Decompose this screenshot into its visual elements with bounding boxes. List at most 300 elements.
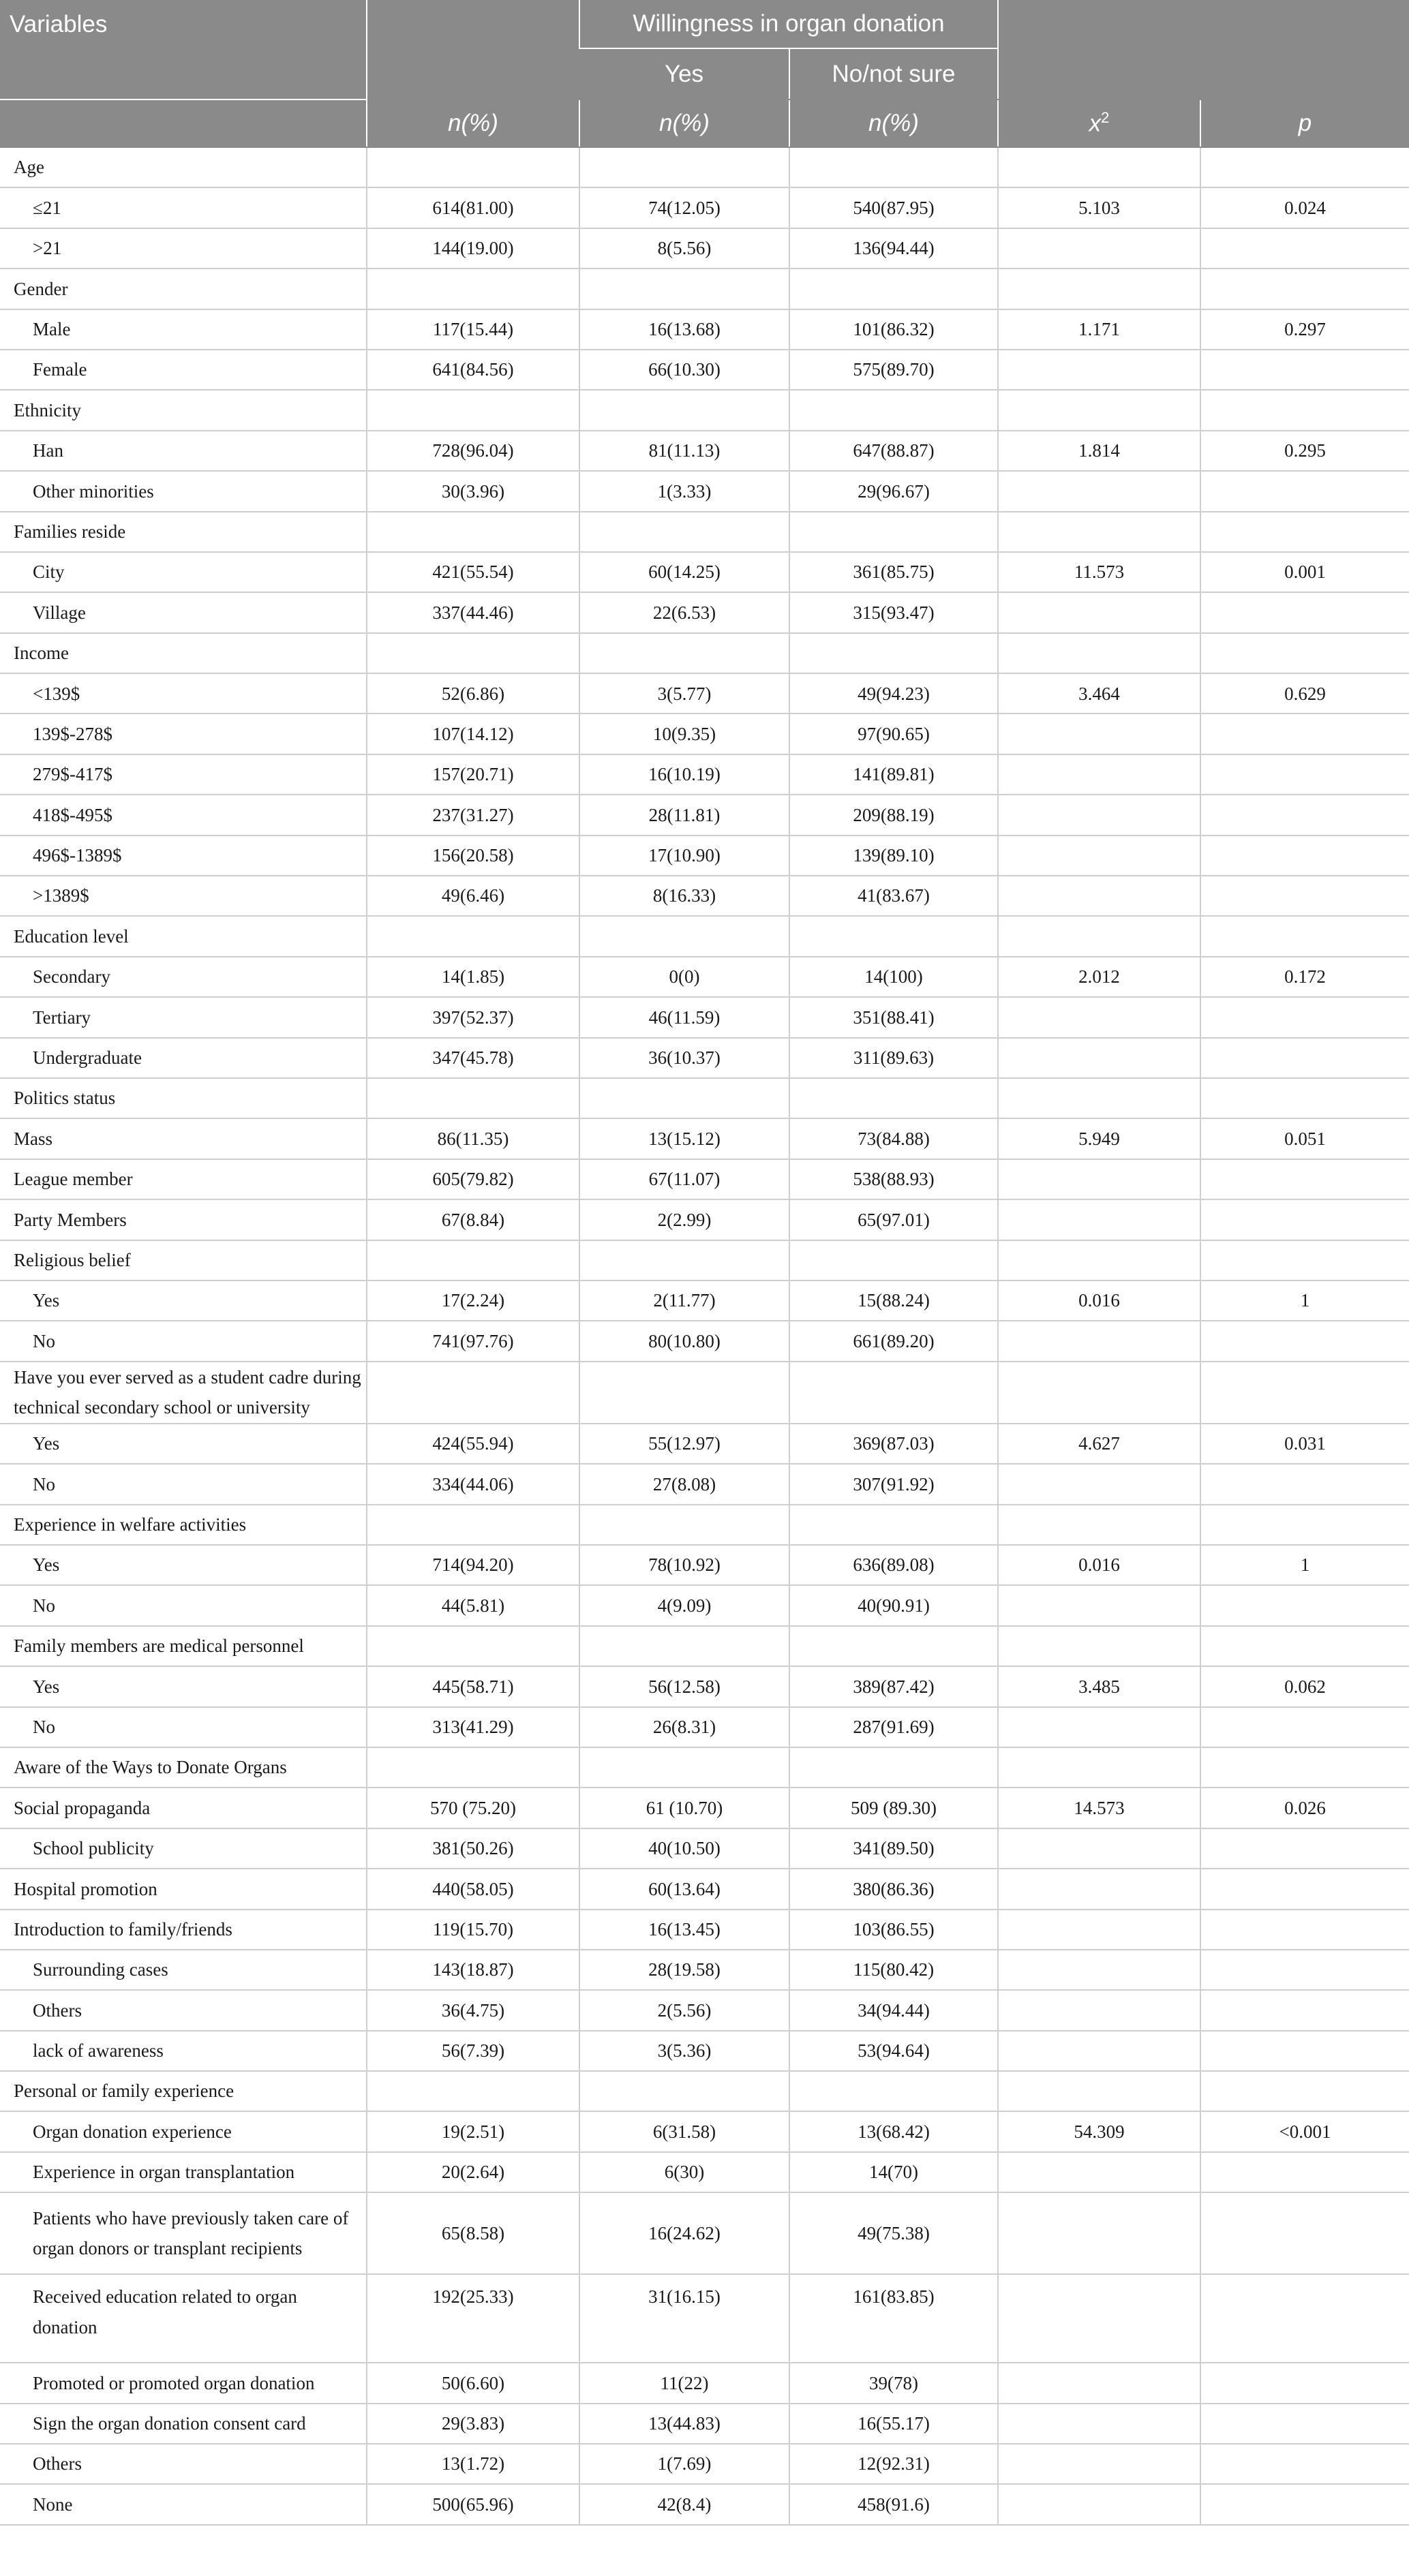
- yes-n-cell: 8(5.56): [579, 228, 789, 269]
- n-pct-header-yes: n(%): [579, 99, 789, 147]
- row-label: School publicity: [0, 1828, 367, 1869]
- p-value-cell: 1: [1200, 1281, 1409, 1321]
- total-n-cell: 156(20.58): [367, 835, 579, 876]
- group-row: [0, 1362, 1409, 1424]
- table-row: [0, 1828, 1409, 1869]
- table-row: [0, 309, 1409, 350]
- yes-n-cell: 6(31.58): [579, 2111, 789, 2151]
- row-label: Other minorities: [0, 471, 367, 511]
- no-n-cell: 380(86.36): [789, 1869, 998, 1909]
- row-label: Secondary: [0, 957, 367, 997]
- chi-square-cell: [998, 390, 1200, 430]
- chi-square-cell: 5.949: [998, 1118, 1200, 1159]
- row-label: No: [0, 1321, 367, 1361]
- yes-n-cell: 74(12.05): [579, 187, 789, 228]
- yes-n-cell: 3(5.77): [579, 673, 789, 714]
- p-value-cell: [1200, 1362, 1409, 1424]
- variables-subheader-blank: [0, 99, 367, 147]
- no-n-cell: [789, 2071, 998, 2111]
- p-value-cell: [1200, 512, 1409, 552]
- no-n-cell: 389(87.42): [789, 1666, 998, 1706]
- yes-n-cell: [579, 269, 789, 309]
- p-value-cell: [1200, 1199, 1409, 1240]
- chi-square-cell: [998, 876, 1200, 916]
- no-n-cell: 73(84.88): [789, 1118, 998, 1159]
- p-value-cell: 0.026: [1200, 1788, 1409, 1828]
- row-label: No: [0, 1707, 367, 1747]
- row-label: No: [0, 1585, 367, 1625]
- total-n-cell: 192(25.33): [367, 2274, 579, 2363]
- yes-n-cell: 2(2.99): [579, 1199, 789, 1240]
- chi-square-cell: [998, 269, 1200, 309]
- table-row: [0, 228, 1409, 269]
- total-n-cell: [367, 1505, 579, 1545]
- total-n-cell: 381(50.26): [367, 1828, 579, 1869]
- no-n-cell: 115(80.42): [789, 1950, 998, 1990]
- no-n-cell: 458(91.6): [789, 2484, 998, 2524]
- chi-square-cell: [998, 916, 1200, 956]
- chi-square-cell: 1.171: [998, 309, 1200, 350]
- chi-square-cell: [998, 2274, 1200, 2363]
- p-value-cell: [1200, 1078, 1409, 1118]
- row-label: <139$: [0, 673, 367, 714]
- yes-n-cell: 6(30): [579, 2152, 789, 2192]
- no-n-cell: 351(88.41): [789, 997, 998, 1037]
- chi-square-cell: 0.016: [998, 1281, 1200, 1321]
- p-value-cell: [1200, 795, 1409, 835]
- chi-square-cell: [998, 147, 1200, 187]
- yes-n-cell: 13(44.83): [579, 2404, 789, 2444]
- row-label: Experience in welfare activities: [0, 1505, 367, 1545]
- chi-square-cell: [998, 1159, 1200, 1199]
- table-row: [0, 1199, 1409, 1240]
- group-row: [0, 1240, 1409, 1281]
- yes-n-cell: 56(12.58): [579, 1666, 789, 1706]
- total-n-cell: 17(2.24): [367, 1281, 579, 1321]
- table-row: [0, 2192, 1409, 2274]
- table-row: [0, 2152, 1409, 2192]
- table-row: [0, 795, 1409, 835]
- group-row: [0, 1747, 1409, 1788]
- chi-square-cell: [998, 1828, 1200, 1869]
- table-row: [0, 1464, 1409, 1504]
- row-label: Income: [0, 633, 367, 673]
- n-pct-header-total: n(%): [367, 99, 579, 147]
- chi-square-cell: 4.627: [998, 1424, 1200, 1464]
- yes-n-cell: 8(16.33): [579, 876, 789, 916]
- no-n-cell: 14(70): [789, 2152, 998, 2192]
- total-n-cell: 119(15.70): [367, 1910, 579, 1950]
- no-n-cell: 315(93.47): [789, 592, 998, 632]
- p-value-cell: [1200, 350, 1409, 390]
- row-label: None: [0, 2484, 367, 2524]
- table-row: [0, 1545, 1409, 1585]
- chi-square-cell: [998, 512, 1200, 552]
- yes-n-cell: [579, 147, 789, 187]
- row-label: Yes: [0, 1281, 367, 1321]
- chi-square-cell: [998, 471, 1200, 511]
- table-row: [0, 187, 1409, 228]
- no-n-cell: 13(68.42): [789, 2111, 998, 2151]
- no-n-cell: 161(83.85): [789, 2274, 998, 2363]
- row-label: Undergraduate: [0, 1038, 367, 1078]
- chi-square-cell: [998, 754, 1200, 795]
- no-n-cell: 97(90.65): [789, 714, 998, 754]
- table-row: [0, 2484, 1409, 2524]
- willingness-header: Willingness in organ donation: [579, 0, 998, 48]
- table-body: [0, 147, 1409, 2525]
- yes-n-cell: [579, 1747, 789, 1788]
- row-label: Experience in organ transplantation: [0, 2152, 367, 2192]
- no-n-cell: 307(91.92): [789, 1464, 998, 1504]
- p-value-cell: [1200, 1950, 1409, 1990]
- no-n-cell: 209(88.19): [789, 795, 998, 835]
- no-n-cell: 49(75.38): [789, 2192, 998, 2274]
- yes-n-cell: 42(8.4): [579, 2484, 789, 2524]
- total-n-cell: 143(18.87): [367, 1950, 579, 1990]
- table-row: [0, 1869, 1409, 1909]
- no-n-cell: 41(83.67): [789, 876, 998, 916]
- p-value-cell: 0.001: [1200, 552, 1409, 592]
- group-row: [0, 2071, 1409, 2111]
- total-n-cell: [367, 1078, 579, 1118]
- chi-square-cell: 3.464: [998, 673, 1200, 714]
- p-value-cell: 0.031: [1200, 1424, 1409, 1464]
- chi-square-cell: 54.309: [998, 2111, 1200, 2151]
- chi-square-cell: [998, 997, 1200, 1037]
- total-n-cell: 52(6.86): [367, 673, 579, 714]
- yes-n-cell: 60(14.25): [579, 552, 789, 592]
- total-n-cell: 117(15.44): [367, 309, 579, 350]
- p-value-cell: [1200, 916, 1409, 956]
- row-label: 139$-278$: [0, 714, 367, 754]
- no-n-cell: 34(94.44): [789, 1990, 998, 2030]
- no-n-cell: [789, 147, 998, 187]
- chi-square-cell: [998, 1078, 1200, 1118]
- total-n-cell: [367, 633, 579, 673]
- table-row: [0, 1118, 1409, 1159]
- no-not-sure-header: No/not sure: [789, 48, 998, 99]
- row-label: Introduction to family/friends: [0, 1910, 367, 1950]
- p-value-cell: 0.297: [1200, 309, 1409, 350]
- no-n-cell: [789, 390, 998, 430]
- p-value-cell: [1200, 2031, 1409, 2071]
- total-n-cell: 728(96.04): [367, 431, 579, 471]
- no-n-cell: [789, 1078, 998, 1118]
- row-label: League member: [0, 1159, 367, 1199]
- row-label: lack of awareness: [0, 2031, 367, 2071]
- no-n-cell: 15(88.24): [789, 1281, 998, 1321]
- no-n-cell: [789, 1240, 998, 1281]
- p-value-cell: [1200, 1869, 1409, 1909]
- p-value-cell: [1200, 592, 1409, 632]
- table-row: [0, 997, 1409, 1037]
- p-value-cell: [1200, 1240, 1409, 1281]
- row-label: Family members are medical personnel: [0, 1626, 367, 1666]
- chi-square-cell: [998, 1585, 1200, 1625]
- table-row: [0, 552, 1409, 592]
- total-n-cell: 49(6.46): [367, 876, 579, 916]
- no-n-cell: 141(89.81): [789, 754, 998, 795]
- total-n-cell: 570 (75.20): [367, 1788, 579, 1828]
- row-label: Party Members: [0, 1199, 367, 1240]
- yes-n-cell: 16(13.45): [579, 1910, 789, 1950]
- yes-n-cell: 11(22): [579, 2363, 789, 2403]
- group-row: [0, 1505, 1409, 1545]
- row-label: 279$-417$: [0, 754, 367, 795]
- total-n-cell: 44(5.81): [367, 1585, 579, 1625]
- p-value-cell: [1200, 2071, 1409, 2111]
- total-n-cell: [367, 1240, 579, 1281]
- chi-square-cell: [998, 2444, 1200, 2484]
- chi-square-cell: [998, 1910, 1200, 1950]
- row-label: Age: [0, 147, 367, 187]
- total-n-cell: 36(4.75): [367, 1990, 579, 2030]
- table-row: [0, 2274, 1409, 2363]
- stats-header-blank: [998, 0, 1409, 99]
- yes-n-cell: [579, 1078, 789, 1118]
- chi-square-header: [998, 99, 1200, 147]
- group-row: [0, 916, 1409, 956]
- chi-square-cell: [998, 714, 1200, 754]
- row-label: City: [0, 552, 367, 592]
- table-row: [0, 1585, 1409, 1625]
- no-n-cell: [789, 1505, 998, 1545]
- total-n-cell: 50(6.60): [367, 2363, 579, 2403]
- no-n-cell: 540(87.95): [789, 187, 998, 228]
- no-n-cell: 341(89.50): [789, 1828, 998, 1869]
- p-value-cell: [1200, 1464, 1409, 1504]
- total-n-cell: 157(20.71): [367, 754, 579, 795]
- group-row: [0, 269, 1409, 309]
- p-value-cell: [1200, 2484, 1409, 2524]
- total-n-cell: 86(11.35): [367, 1118, 579, 1159]
- no-n-cell: 29(96.67): [789, 471, 998, 511]
- yes-n-cell: [579, 916, 789, 956]
- yes-n-cell: 26(8.31): [579, 1707, 789, 1747]
- yes-n-cell: 2(11.77): [579, 1281, 789, 1321]
- yes-n-cell: 4(9.09): [579, 1585, 789, 1625]
- yes-n-cell: [579, 1240, 789, 1281]
- total-n-cell: 13(1.72): [367, 2444, 579, 2484]
- row-label: Sign the organ donation consent card: [0, 2404, 367, 2444]
- row-label: Yes: [0, 1666, 367, 1706]
- p-value-cell: [1200, 876, 1409, 916]
- yes-n-cell: 16(10.19): [579, 754, 789, 795]
- table-row: [0, 1321, 1409, 1361]
- p-value-cell: [1200, 2152, 1409, 2192]
- table-row: [0, 471, 1409, 511]
- p-value-cell: [1200, 2404, 1409, 2444]
- yes-n-cell: 40(10.50): [579, 1828, 789, 1869]
- total-n-cell: 313(41.29): [367, 1707, 579, 1747]
- p-value-cell: [1200, 1707, 1409, 1747]
- chi-square-cell: [998, 1626, 1200, 1666]
- yes-n-cell: 10(9.35): [579, 714, 789, 754]
- no-n-cell: 136(94.44): [789, 228, 998, 269]
- row-label: Gender: [0, 269, 367, 309]
- chi-square-cell: 3.485: [998, 1666, 1200, 1706]
- p-value-cell: [1200, 1828, 1409, 1869]
- p-value-cell: [1200, 1159, 1409, 1199]
- table-row: [0, 2404, 1409, 2444]
- table-row: [0, 1950, 1409, 1990]
- yes-n-cell: 16(13.68): [579, 309, 789, 350]
- total-n-cell: [367, 1362, 579, 1424]
- total-n-cell: 237(31.27): [367, 795, 579, 835]
- yes-n-cell: 16(24.62): [579, 2192, 789, 2274]
- chi-square-cell: [998, 1990, 1200, 2030]
- yes-n-cell: 28(11.81): [579, 795, 789, 835]
- group-row: [0, 633, 1409, 673]
- no-n-cell: 65(97.01): [789, 1199, 998, 1240]
- total-n-cell: [367, 1626, 579, 1666]
- no-n-cell: 101(86.32): [789, 309, 998, 350]
- chi-square-cell: [998, 350, 1200, 390]
- table-row: [0, 1910, 1409, 1950]
- no-n-cell: [789, 269, 998, 309]
- row-label: Religious belief: [0, 1240, 367, 1281]
- p-value-cell: [1200, 633, 1409, 673]
- row-label: 418$-495$: [0, 795, 367, 835]
- row-label: Others: [0, 1990, 367, 2030]
- p-value-cell: [1200, 390, 1409, 430]
- p-value-cell: 0.629: [1200, 673, 1409, 714]
- p-value-cell: [1200, 1321, 1409, 1361]
- total-n-cell: [367, 916, 579, 956]
- row-label: Have you ever served as a student cadre during technical secondary school or university: [0, 1362, 367, 1424]
- table-row: [0, 1990, 1409, 2030]
- p-value-cell: [1200, 1910, 1409, 1950]
- row-label: 496$-1389$: [0, 835, 367, 876]
- p-value-cell: [1200, 1505, 1409, 1545]
- total-n-cell: [367, 512, 579, 552]
- no-n-cell: 103(86.55): [789, 1910, 998, 1950]
- row-label: >21: [0, 228, 367, 269]
- row-label: Yes: [0, 1545, 367, 1585]
- row-label: Village: [0, 592, 367, 632]
- total-n-cell: 107(14.12): [367, 714, 579, 754]
- no-n-cell: 661(89.20): [789, 1321, 998, 1361]
- yes-n-cell: 55(12.97): [579, 1424, 789, 1464]
- total-n-cell: [367, 147, 579, 187]
- chi-square-cell: [998, 2152, 1200, 2192]
- no-n-cell: 311(89.63): [789, 1038, 998, 1078]
- p-value-cell: [1200, 2444, 1409, 2484]
- p-value-cell: [1200, 714, 1409, 754]
- chi-square-cell: 11.573: [998, 552, 1200, 592]
- no-n-cell: 12(92.31): [789, 2444, 998, 2484]
- p-value-cell: [1200, 1585, 1409, 1625]
- chi-square-cell: [998, 1505, 1200, 1545]
- table-row: [0, 673, 1409, 714]
- yes-n-cell: 1(7.69): [579, 2444, 789, 2484]
- row-label: Patients who have previously taken care of organ donors or transplant recipients: [0, 2192, 367, 2274]
- yes-n-cell: 66(10.30): [579, 350, 789, 390]
- table-row: [0, 350, 1409, 390]
- p-value-cell: [1200, 2363, 1409, 2403]
- no-n-cell: 40(90.91): [789, 1585, 998, 1625]
- no-n-cell: 14(100): [789, 957, 998, 997]
- total-n-cell: [367, 1747, 579, 1788]
- total-n-cell: 641(84.56): [367, 350, 579, 390]
- no-n-cell: 509 (89.30): [789, 1788, 998, 1828]
- table-row: [0, 1666, 1409, 1706]
- table-row: [0, 714, 1409, 754]
- no-n-cell: 369(87.03): [789, 1424, 998, 1464]
- row-label: Education level: [0, 916, 367, 956]
- no-n-cell: 287(91.69): [789, 1707, 998, 1747]
- total-n-cell: 605(79.82): [367, 1159, 579, 1199]
- total-n-cell: 56(7.39): [367, 2031, 579, 2071]
- chi-superscript: 2: [1101, 109, 1110, 127]
- yes-n-cell: 81(11.13): [579, 431, 789, 471]
- p-value-cell: [1200, 754, 1409, 795]
- chi-square-cell: [998, 592, 1200, 632]
- row-label: Mass: [0, 1118, 367, 1159]
- chi-square-cell: 2.012: [998, 957, 1200, 997]
- total-n-cell: 30(3.96): [367, 471, 579, 511]
- row-label: Promoted or promoted organ donation: [0, 2363, 367, 2403]
- row-label: Surrounding cases: [0, 1950, 367, 1990]
- p-value-cell: 0.172: [1200, 957, 1409, 997]
- yes-n-cell: 28(19.58): [579, 1950, 789, 1990]
- total-n-cell: 500(65.96): [367, 2484, 579, 2524]
- total-n-cell: 424(55.94): [367, 1424, 579, 1464]
- row-label: Families reside: [0, 512, 367, 552]
- p-value-cell: [1200, 1038, 1409, 1078]
- total-n-cell: 440(58.05): [367, 1869, 579, 1909]
- row-label: Female: [0, 350, 367, 390]
- chi-square-cell: [998, 1038, 1200, 1078]
- table-row: [0, 2111, 1409, 2151]
- total-n-cell: [367, 2071, 579, 2111]
- group-row: [0, 1078, 1409, 1118]
- p-value-cell: [1200, 471, 1409, 511]
- no-n-cell: 538(88.93): [789, 1159, 998, 1199]
- row-label: Male: [0, 309, 367, 350]
- no-n-cell: [789, 1362, 998, 1424]
- table-row: [0, 1424, 1409, 1464]
- p-value-cell: 0.062: [1200, 1666, 1409, 1706]
- p-value-cell: 0.051: [1200, 1118, 1409, 1159]
- chi-square-cell: 1.814: [998, 431, 1200, 471]
- yes-n-cell: [579, 1362, 789, 1424]
- group-row: [0, 1626, 1409, 1666]
- chi-square-cell: [998, 1240, 1200, 1281]
- p-value-cell: [1200, 997, 1409, 1037]
- p-value-cell: [1200, 269, 1409, 309]
- yes-n-cell: 3(5.36): [579, 2031, 789, 2071]
- row-label: >1389$: [0, 876, 367, 916]
- no-n-cell: 139(89.10): [789, 835, 998, 876]
- group-row: [0, 512, 1409, 552]
- chi-square-cell: [998, 1747, 1200, 1788]
- total-n-cell: 144(19.00): [367, 228, 579, 269]
- p-value-cell: [1200, 2274, 1409, 2363]
- row-label: ≤21: [0, 187, 367, 228]
- chi-square-cell: [998, 835, 1200, 876]
- yes-n-cell: [579, 1626, 789, 1666]
- chi-square-cell: [998, 2071, 1200, 2111]
- row-label: No: [0, 1464, 367, 1504]
- no-n-cell: [789, 916, 998, 956]
- row-label: Organ donation experience: [0, 2111, 367, 2151]
- chi-square-cell: [998, 2192, 1200, 2274]
- yes-n-cell: [579, 390, 789, 430]
- chi-square-cell: 14.573: [998, 1788, 1200, 1828]
- no-n-cell: 636(89.08): [789, 1545, 998, 1585]
